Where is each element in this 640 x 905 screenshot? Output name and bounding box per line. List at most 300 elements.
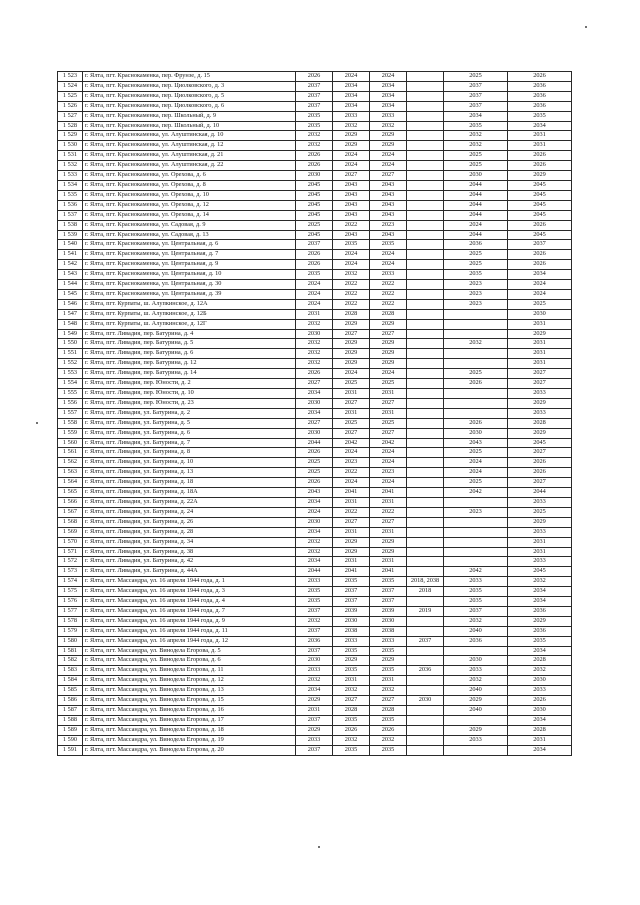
year-col-5-cell: 2044 <box>444 230 508 240</box>
year-col-4-cell <box>407 190 444 200</box>
year-col-2-cell: 2026 <box>333 725 370 735</box>
year-col-2-cell: 2043 <box>333 210 370 220</box>
year-col-4-cell <box>407 715 444 725</box>
year-col-1-cell: 2034 <box>296 527 333 537</box>
year-col-6-cell: 2030 <box>508 676 572 686</box>
table-row <box>58 131 572 141</box>
address-cell: г. Ялта, пгт. Ливадия, пер. Батурина, д. 5 <box>83 339 296 349</box>
year-col-3-cell: 2031 <box>370 557 407 567</box>
year-col-6-cell: 2036 <box>508 626 572 636</box>
row-number-cell: 1 572 <box>58 557 83 567</box>
table-row <box>58 468 572 478</box>
address-cell: г. Ялта, пгт. Ливадия, ул. Батурина, д. 34 <box>83 537 296 547</box>
year-col-5-cell <box>444 497 508 507</box>
row-number-cell: 1 586 <box>58 696 83 706</box>
year-col-5-cell <box>444 527 508 537</box>
year-col-6-cell: 2034 <box>508 745 572 755</box>
table-row <box>58 379 572 389</box>
table-row <box>58 359 572 369</box>
row-number-cell: 1 590 <box>58 735 83 745</box>
address-cell: г. Ялта, пгт. Ливадия, пер. Юности, д. 2 <box>83 379 296 389</box>
year-col-2-cell: 2043 <box>333 230 370 240</box>
year-col-1-cell: 2032 <box>296 339 333 349</box>
year-col-5-cell: 2025 <box>444 161 508 171</box>
year-col-3-cell: 2041 <box>370 488 407 498</box>
year-col-6-cell: 2045 <box>508 180 572 190</box>
year-col-1-cell: 2037 <box>296 715 333 725</box>
year-col-3-cell: 2035 <box>370 577 407 587</box>
year-col-1-cell: 2031 <box>296 309 333 319</box>
row-number-cell: 1 543 <box>58 270 83 280</box>
year-col-4-cell <box>407 517 444 527</box>
address-cell: г. Ялта, пгт. Массандра, ул. 16 апреля 1944 года, д. 4 <box>83 597 296 607</box>
year-col-5-cell: 2043 <box>444 438 508 448</box>
year-col-6-cell: 2034 <box>508 715 572 725</box>
address-cell: г. Ялта, пгт. Краснокаменка, ул. Центральная, д. 9 <box>83 260 296 270</box>
year-col-4-cell <box>407 210 444 220</box>
year-col-3-cell: 2029 <box>370 537 407 547</box>
address-cell: г. Ялта, пгт. Краснокаменка, ул. Орехова, д. 12 <box>83 200 296 210</box>
year-col-1-cell: 2037 <box>296 91 333 101</box>
year-col-1-cell: 2024 <box>296 280 333 290</box>
year-col-1-cell: 2031 <box>296 706 333 716</box>
row-number-cell: 1 535 <box>58 190 83 200</box>
table-row <box>58 636 572 646</box>
year-col-5-cell: 2044 <box>444 210 508 220</box>
address-cell: г. Ялта, пгт. Краснокаменка, ул. Алуштинская, д. 21 <box>83 151 296 161</box>
table-row <box>58 488 572 498</box>
year-col-3-cell: 2035 <box>370 240 407 250</box>
year-col-2-cell: 2030 <box>333 616 370 626</box>
row-number-cell: 1 564 <box>58 478 83 488</box>
row-number-cell: 1 550 <box>58 339 83 349</box>
row-number-cell: 1 577 <box>58 606 83 616</box>
year-col-1-cell: 2026 <box>296 151 333 161</box>
year-col-4-cell <box>407 686 444 696</box>
year-col-2-cell: 2035 <box>333 745 370 755</box>
year-col-5-cell: 2025 <box>444 72 508 82</box>
row-number-cell: 1 560 <box>58 438 83 448</box>
year-col-6-cell: 2026 <box>508 72 572 82</box>
year-col-3-cell: 2034 <box>370 91 407 101</box>
year-col-4-cell <box>407 359 444 369</box>
row-number-cell: 1 570 <box>58 537 83 547</box>
year-col-2-cell: 2041 <box>333 488 370 498</box>
year-col-2-cell: 2029 <box>333 339 370 349</box>
year-col-3-cell: 2024 <box>370 72 407 82</box>
year-col-3-cell: 2024 <box>370 369 407 379</box>
year-col-3-cell: 2031 <box>370 408 407 418</box>
year-col-4-cell <box>407 141 444 151</box>
year-col-2-cell: 2022 <box>333 507 370 517</box>
year-col-4-cell <box>407 349 444 359</box>
year-col-6-cell: 2036 <box>508 81 572 91</box>
year-col-2-cell: 2034 <box>333 81 370 91</box>
row-number-cell: 1 539 <box>58 230 83 240</box>
year-col-5-cell <box>444 745 508 755</box>
year-col-1-cell: 2026 <box>296 250 333 260</box>
year-col-4-cell <box>407 121 444 131</box>
year-col-1-cell: 2032 <box>296 616 333 626</box>
table-row <box>58 478 572 488</box>
row-number-cell: 1 526 <box>58 101 83 111</box>
address-cell: г. Ялта, пгт. Ливадия, ул. Батурина, д. 38 <box>83 547 296 557</box>
year-col-5-cell: 2024 <box>444 220 508 230</box>
row-number-cell: 1 531 <box>58 151 83 161</box>
table-row <box>58 408 572 418</box>
row-number-cell: 1 559 <box>58 428 83 438</box>
year-col-2-cell: 2031 <box>333 408 370 418</box>
year-col-4-cell: 2036 <box>407 666 444 676</box>
year-col-3-cell: 2029 <box>370 131 407 141</box>
year-col-3-cell: 2024 <box>370 448 407 458</box>
year-col-5-cell: 2033 <box>444 735 508 745</box>
address-cell: г. Ялта, пгт. Краснокаменка, ул. Садовая, д. 13 <box>83 230 296 240</box>
year-col-4-cell <box>407 339 444 349</box>
year-col-5-cell: 2034 <box>444 111 508 121</box>
address-cell: г. Ялта, пгт. Массандра, ул. 16 апреля 1944 года, д. 3 <box>83 587 296 597</box>
address-cell: г. Ялта, пгт. Ливадия, пер. Батурина, д. 14 <box>83 369 296 379</box>
scan-speck <box>36 422 38 424</box>
year-col-4-cell <box>407 537 444 547</box>
year-col-5-cell: 2024 <box>444 468 508 478</box>
year-col-2-cell: 2029 <box>333 319 370 329</box>
year-col-1-cell: 2032 <box>296 359 333 369</box>
row-number-cell: 1 565 <box>58 488 83 498</box>
row-number-cell: 1 551 <box>58 349 83 359</box>
year-col-6-cell: 2034 <box>508 270 572 280</box>
address-cell: г. Ялта, пгт. Массандра, ул. 16 апреля 1944 года, д. 12 <box>83 636 296 646</box>
year-col-6-cell: 2034 <box>508 646 572 656</box>
year-col-2-cell: 2029 <box>333 131 370 141</box>
year-col-6-cell: 2027 <box>508 478 572 488</box>
year-col-3-cell: 2031 <box>370 676 407 686</box>
year-col-3-cell: 2025 <box>370 379 407 389</box>
year-col-4-cell <box>407 448 444 458</box>
address-cell: г. Ялта, пгт. Ливадия, ул. Батурина, д. 8 <box>83 448 296 458</box>
year-col-4-cell: 2018 <box>407 587 444 597</box>
year-col-1-cell: 2034 <box>296 497 333 507</box>
year-col-4-cell <box>407 379 444 389</box>
year-col-3-cell: 2039 <box>370 606 407 616</box>
year-col-6-cell: 2033 <box>508 497 572 507</box>
address-cell: г. Ялта, пгт. Массандра, ул. Винодела Егорова, д. 13 <box>83 686 296 696</box>
address-cell: г. Ялта, пгт. Ливадия, пер. Юности, д. 23 <box>83 398 296 408</box>
table-row <box>58 577 572 587</box>
year-col-6-cell: 2029 <box>508 616 572 626</box>
address-cell: г. Ялта, пгт. Ливадия, ул. Батурина, д. 42 <box>83 557 296 567</box>
year-col-3-cell: 2022 <box>370 507 407 517</box>
year-col-3-cell: 2024 <box>370 161 407 171</box>
year-col-1-cell: 2035 <box>296 121 333 131</box>
address-cell: г. Ялта, пгт. Ливадия, ул. Батурина, д. 18А <box>83 488 296 498</box>
year-col-1-cell: 2029 <box>296 725 333 735</box>
table-row <box>58 666 572 676</box>
row-number-cell: 1 574 <box>58 577 83 587</box>
table-row <box>58 497 572 507</box>
year-col-3-cell: 2029 <box>370 339 407 349</box>
year-col-1-cell: 2032 <box>296 131 333 141</box>
year-col-4-cell <box>407 270 444 280</box>
year-col-3-cell: 2035 <box>370 666 407 676</box>
year-col-3-cell: 2029 <box>370 359 407 369</box>
address-cell: г. Ялта, пгт. Краснокаменка, пер. Школьный, д. 9 <box>83 111 296 121</box>
year-col-5-cell: 2037 <box>444 91 508 101</box>
year-col-6-cell: 2026 <box>508 696 572 706</box>
row-number-cell: 1 544 <box>58 280 83 290</box>
year-col-1-cell: 2030 <box>296 398 333 408</box>
year-col-5-cell <box>444 408 508 418</box>
year-col-4-cell <box>407 547 444 557</box>
year-col-1-cell: 2030 <box>296 517 333 527</box>
address-cell: г. Ялта, пгт. Массандра, ул. Винодела Егорова, д. 16 <box>83 706 296 716</box>
row-number-cell: 1 571 <box>58 547 83 557</box>
table-row <box>58 389 572 399</box>
year-col-1-cell: 2037 <box>296 745 333 755</box>
year-col-4-cell <box>407 389 444 399</box>
year-col-6-cell: 2028 <box>508 418 572 428</box>
row-number-cell: 1 554 <box>58 379 83 389</box>
year-col-5-cell: 2030 <box>444 656 508 666</box>
year-col-6-cell: 2028 <box>508 725 572 735</box>
year-col-3-cell: 2027 <box>370 171 407 181</box>
year-col-6-cell: 2029 <box>508 329 572 339</box>
year-col-2-cell: 2027 <box>333 517 370 527</box>
year-col-3-cell: 2027 <box>370 428 407 438</box>
year-col-5-cell <box>444 646 508 656</box>
row-number-cell: 1 582 <box>58 656 83 666</box>
address-cell: г. Ялта, пгт. Краснокаменка, ул. Алуштинская, д. 22 <box>83 161 296 171</box>
year-col-5-cell <box>444 319 508 329</box>
address-cell: г. Ялта, пгт. Ливадия, ул. Батурина, д. 7 <box>83 438 296 448</box>
year-col-3-cell: 2035 <box>370 646 407 656</box>
address-cell: г. Ялта, пгт. Массандра, ул. 16 апреля 1944 года, д. 1 <box>83 577 296 587</box>
year-col-3-cell: 2038 <box>370 626 407 636</box>
year-col-5-cell: 2032 <box>444 131 508 141</box>
year-col-5-cell: 2036 <box>444 240 508 250</box>
year-col-4-cell <box>407 735 444 745</box>
year-col-6-cell: 2030 <box>508 309 572 319</box>
year-col-2-cell: 2034 <box>333 91 370 101</box>
year-col-4-cell <box>407 309 444 319</box>
table-row <box>58 458 572 468</box>
table-row <box>58 319 572 329</box>
year-col-2-cell: 2041 <box>333 567 370 577</box>
row-number-cell: 1 566 <box>58 497 83 507</box>
table-row <box>58 507 572 517</box>
table-row <box>58 706 572 716</box>
year-col-6-cell: 2029 <box>508 171 572 181</box>
address-cell: г. Ялта, пгт. Краснокаменка, ул. Орехова, д. 14 <box>83 210 296 220</box>
year-col-6-cell: 2031 <box>508 537 572 547</box>
table-row <box>58 101 572 111</box>
year-col-3-cell: 2030 <box>370 616 407 626</box>
table-row <box>58 398 572 408</box>
year-col-2-cell: 2035 <box>333 240 370 250</box>
year-col-4-cell <box>407 200 444 210</box>
year-col-4-cell <box>407 468 444 478</box>
table-row <box>58 230 572 240</box>
year-col-3-cell: 2027 <box>370 696 407 706</box>
year-col-4-cell <box>407 438 444 448</box>
year-col-2-cell: 2029 <box>333 349 370 359</box>
year-col-3-cell: 2024 <box>370 458 407 468</box>
table-row <box>58 517 572 527</box>
row-number-cell: 1 523 <box>58 72 83 82</box>
table-row <box>58 567 572 577</box>
year-col-4-cell <box>407 81 444 91</box>
row-number-cell: 1 584 <box>58 676 83 686</box>
year-col-6-cell: 2027 <box>508 379 572 389</box>
year-col-2-cell: 2025 <box>333 379 370 389</box>
table-row <box>58 606 572 616</box>
address-cell: г. Ялта, пгт. Ливадия, ул. Батурина, д. 26 <box>83 517 296 527</box>
table-row <box>58 418 572 428</box>
year-col-5-cell: 2037 <box>444 606 508 616</box>
year-col-5-cell: 2033 <box>444 666 508 676</box>
year-col-1-cell: 2025 <box>296 458 333 468</box>
table-row <box>58 240 572 250</box>
year-col-1-cell: 2037 <box>296 240 333 250</box>
row-number-cell: 1 553 <box>58 369 83 379</box>
address-cell: г. Ялта, пгт. Ливадия, ул. Батурина, д. 44А <box>83 567 296 577</box>
year-col-6-cell: 2029 <box>508 398 572 408</box>
table-row <box>58 91 572 101</box>
year-col-1-cell: 2026 <box>296 161 333 171</box>
year-col-3-cell: 2043 <box>370 200 407 210</box>
table-row <box>58 250 572 260</box>
year-col-6-cell: 2032 <box>508 666 572 676</box>
year-col-4-cell <box>407 151 444 161</box>
year-col-3-cell: 2033 <box>370 111 407 121</box>
year-col-4-cell <box>407 171 444 181</box>
year-col-5-cell <box>444 309 508 319</box>
year-col-1-cell: 2035 <box>296 597 333 607</box>
row-number-cell: 1 581 <box>58 646 83 656</box>
year-col-3-cell: 2025 <box>370 418 407 428</box>
address-cell: г. Ялта, пгт. Краснокаменка, ул. Алуштинская, д. 12 <box>83 141 296 151</box>
row-number-cell: 1 569 <box>58 527 83 537</box>
year-col-3-cell: 2029 <box>370 319 407 329</box>
row-number-cell: 1 556 <box>58 398 83 408</box>
year-col-2-cell: 2032 <box>333 270 370 280</box>
year-col-2-cell: 2035 <box>333 666 370 676</box>
year-col-6-cell: 2032 <box>508 577 572 587</box>
address-cell: г. Ялта, пгт. Краснокаменка, пер. Школьный, д. 10 <box>83 121 296 131</box>
year-col-4-cell <box>407 111 444 121</box>
year-col-1-cell: 2030 <box>296 171 333 181</box>
year-col-6-cell: 2036 <box>508 91 572 101</box>
year-col-1-cell: 2025 <box>296 220 333 230</box>
year-col-3-cell: 2027 <box>370 398 407 408</box>
year-col-2-cell: 2029 <box>333 359 370 369</box>
table-row <box>58 369 572 379</box>
year-col-5-cell: 2032 <box>444 339 508 349</box>
address-cell: г. Ялта, пгт. Ливадия, ул. Батурина, д. 13 <box>83 468 296 478</box>
year-col-5-cell: 2040 <box>444 686 508 696</box>
year-col-5-cell: 2035 <box>444 587 508 597</box>
year-col-4-cell <box>407 616 444 626</box>
year-col-6-cell: 2026 <box>508 220 572 230</box>
row-number-cell: 1 524 <box>58 81 83 91</box>
year-col-5-cell: 2025 <box>444 478 508 488</box>
address-cell: г. Ялта, пгт. Краснокаменка, пер. Фрунзе, д. 15 <box>83 72 296 82</box>
year-col-6-cell: 2027 <box>508 448 572 458</box>
row-number-cell: 1 547 <box>58 309 83 319</box>
table-row <box>58 616 572 626</box>
year-col-2-cell: 2031 <box>333 497 370 507</box>
table-row <box>58 289 572 299</box>
year-col-1-cell: 2045 <box>296 230 333 240</box>
year-col-1-cell: 2032 <box>296 547 333 557</box>
year-col-5-cell: 2035 <box>444 597 508 607</box>
year-col-2-cell: 2031 <box>333 676 370 686</box>
year-col-4-cell <box>407 299 444 309</box>
year-col-5-cell: 2025 <box>444 260 508 270</box>
year-col-6-cell: 2029 <box>508 428 572 438</box>
year-col-2-cell: 2038 <box>333 626 370 636</box>
year-col-4-cell <box>407 131 444 141</box>
year-col-3-cell: 2028 <box>370 309 407 319</box>
year-col-2-cell: 2032 <box>333 686 370 696</box>
year-col-5-cell: 2042 <box>444 567 508 577</box>
row-number-cell: 1 555 <box>58 389 83 399</box>
address-cell: г. Ялта, пгт. Массандра, ул. 16 апреля 1944 года, д. 11 <box>83 626 296 636</box>
year-col-5-cell: 2035 <box>444 270 508 280</box>
row-number-cell: 1 583 <box>58 666 83 676</box>
year-col-6-cell: 2024 <box>508 280 572 290</box>
year-col-2-cell: 2028 <box>333 309 370 319</box>
row-number-cell: 1 533 <box>58 171 83 181</box>
row-number-cell: 1 534 <box>58 180 83 190</box>
year-col-2-cell: 2024 <box>333 72 370 82</box>
year-col-2-cell: 2033 <box>333 111 370 121</box>
year-col-6-cell: 2045 <box>508 438 572 448</box>
year-col-2-cell: 2028 <box>333 706 370 716</box>
year-col-1-cell: 2030 <box>296 329 333 339</box>
table-row <box>58 527 572 537</box>
year-col-5-cell: 2032 <box>444 676 508 686</box>
address-cell: г. Ялта, пгт. Краснокаменка, ул. Орехова, д. 8 <box>83 180 296 190</box>
year-col-2-cell: 2027 <box>333 329 370 339</box>
year-col-2-cell: 2022 <box>333 220 370 230</box>
year-col-3-cell: 2023 <box>370 468 407 478</box>
year-col-4-cell: 2037 <box>407 636 444 646</box>
year-col-4-cell <box>407 745 444 755</box>
year-col-4-cell <box>407 289 444 299</box>
address-cell: г. Ялта, пгт. Ливадия, ул. Батурина, д. 22А <box>83 497 296 507</box>
year-col-1-cell: 2032 <box>296 349 333 359</box>
address-cell: г. Ялта, пгт. Краснокаменка, ул. Центральная, д. 7 <box>83 250 296 260</box>
address-cell: г. Ялта, пгт. Ливадия, ул. Батурина, д. 6 <box>83 428 296 438</box>
year-col-4-cell <box>407 567 444 577</box>
year-col-3-cell: 2031 <box>370 497 407 507</box>
year-col-2-cell: 2029 <box>333 537 370 547</box>
year-col-3-cell: 2032 <box>370 686 407 696</box>
year-col-2-cell: 2037 <box>333 587 370 597</box>
table-row <box>58 696 572 706</box>
row-number-cell: 1 558 <box>58 418 83 428</box>
year-col-3-cell: 2024 <box>370 250 407 260</box>
year-col-1-cell: 2026 <box>296 369 333 379</box>
address-cell: г. Ялта, пгт. Массандра, ул. Винодела Егорова, д. 12 <box>83 676 296 686</box>
year-col-5-cell <box>444 389 508 399</box>
table-row <box>58 676 572 686</box>
row-number-cell: 1 576 <box>58 597 83 607</box>
row-number-cell: 1 549 <box>58 329 83 339</box>
year-col-6-cell: 2031 <box>508 547 572 557</box>
year-col-3-cell: 2041 <box>370 567 407 577</box>
